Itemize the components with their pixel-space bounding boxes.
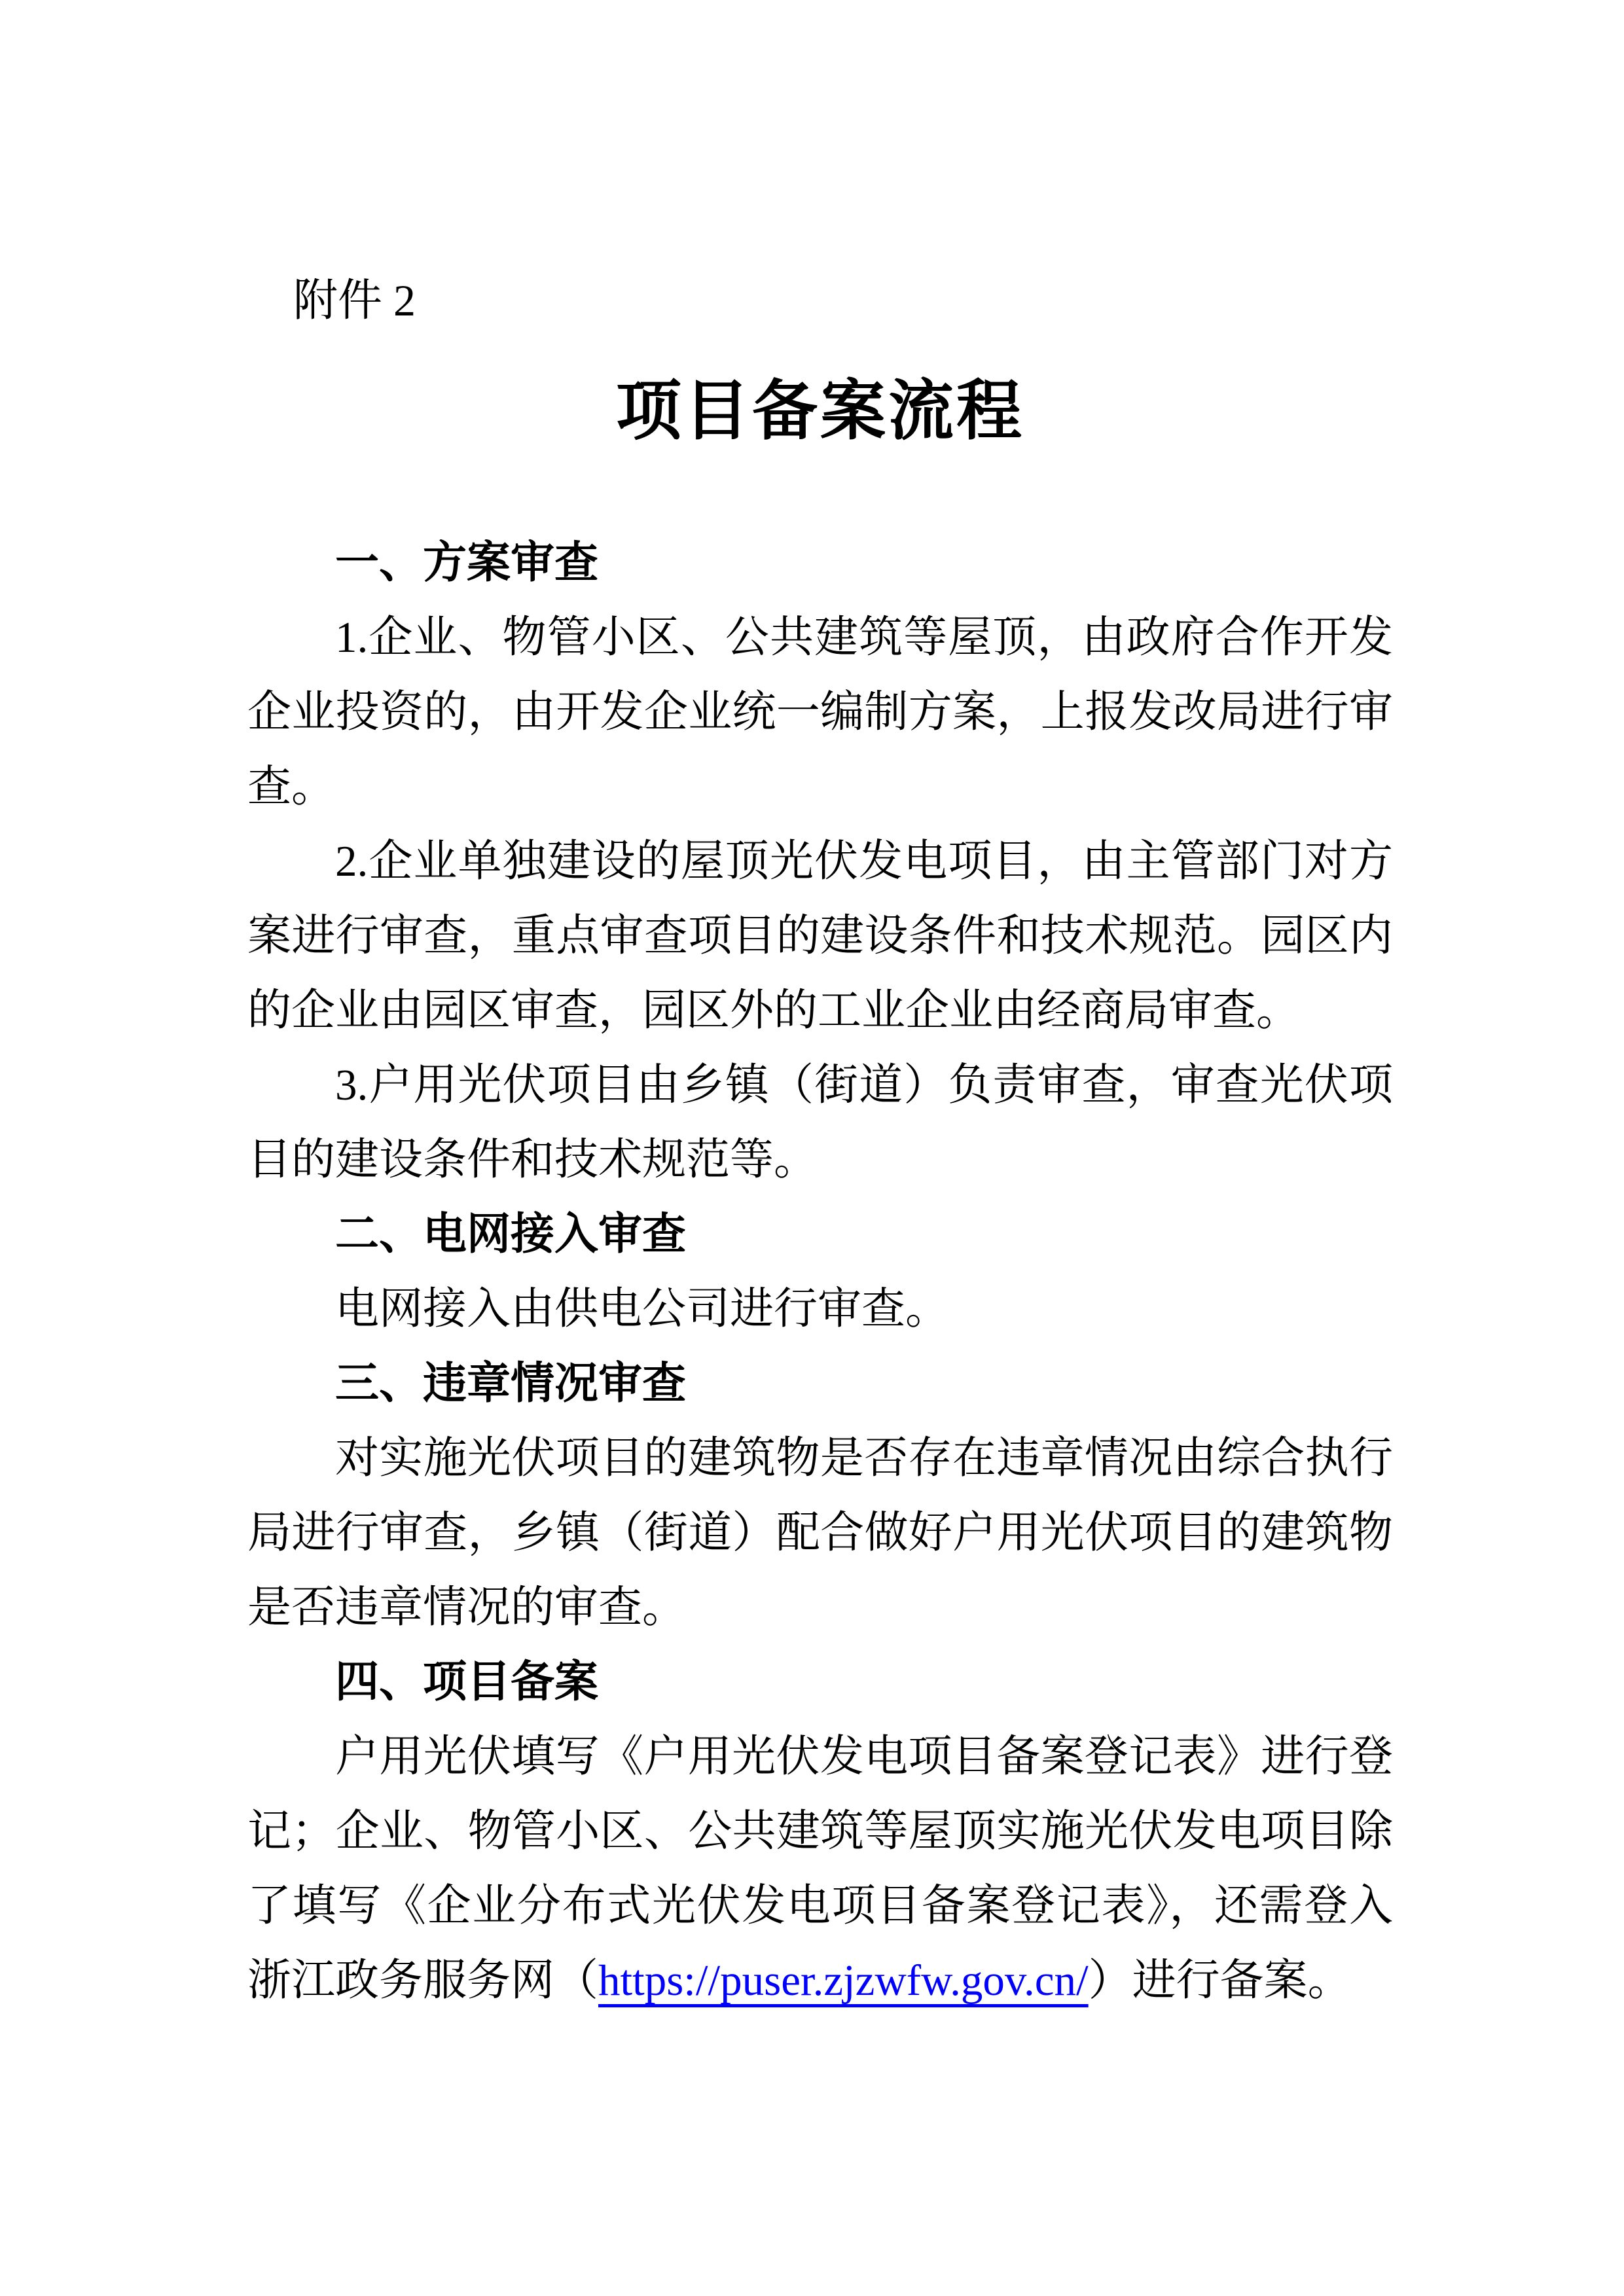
attachment-label: 附件 2 (293, 276, 416, 325)
paragraph: 户用光伏填写《户用光伏发电项目备案登记表》进行登记；企业、物管小区、公共建筑等屋顶实施光伏发电项目除了填写《企业分布式光伏发电项目备案登记表》，还需登入浙江政务服务网（https://puser.zjzwfw.gov.cn/）进行备案。 (247, 1732, 1393, 2005)
section-heading: 四、项目备案 (335, 1657, 598, 1706)
document-body (247, 526, 1393, 2018)
paragraph: 对实施光伏项目的建筑物是否存在违章情况由综合执行局进行审查，乡镇（街道）配合做好户用光伏项目的建筑物是否违章情况的审查。 (247, 1434, 1393, 1632)
section-heading: 二、电网接入审查 (335, 1210, 686, 1259)
section-heading: 一、方案审查 (335, 538, 598, 587)
paragraph: 2.企业单独建设的屋顶光伏发电项目，由主管部门对方案进行审查，重点审查项目的建设条件和技术规范。园区内的企业由园区审查，园区外的工业企业由经商局审查。 (247, 837, 1393, 1035)
document-title: 项目备案流程 (616, 374, 1024, 448)
paragraph: 1.企业、物管小区、公共建筑等屋顶，由政府合作开发企业投资的，由开发企业统一编制方案，上报发改局进行审查。 (247, 613, 1393, 811)
paragraph: 3.户用光伏项目由乡镇（街道）负责审查，审查光伏项目的建设条件和技术规范等。 (247, 1061, 1393, 1184)
paragraph: 电网接入由供电公司进行审查。 (335, 1285, 949, 1333)
section-heading: 三、违章情况审查 (335, 1359, 686, 1408)
gov-service-link[interactable]: https://puser.zjzwfw.gov.cn/ (598, 1956, 1089, 2005)
